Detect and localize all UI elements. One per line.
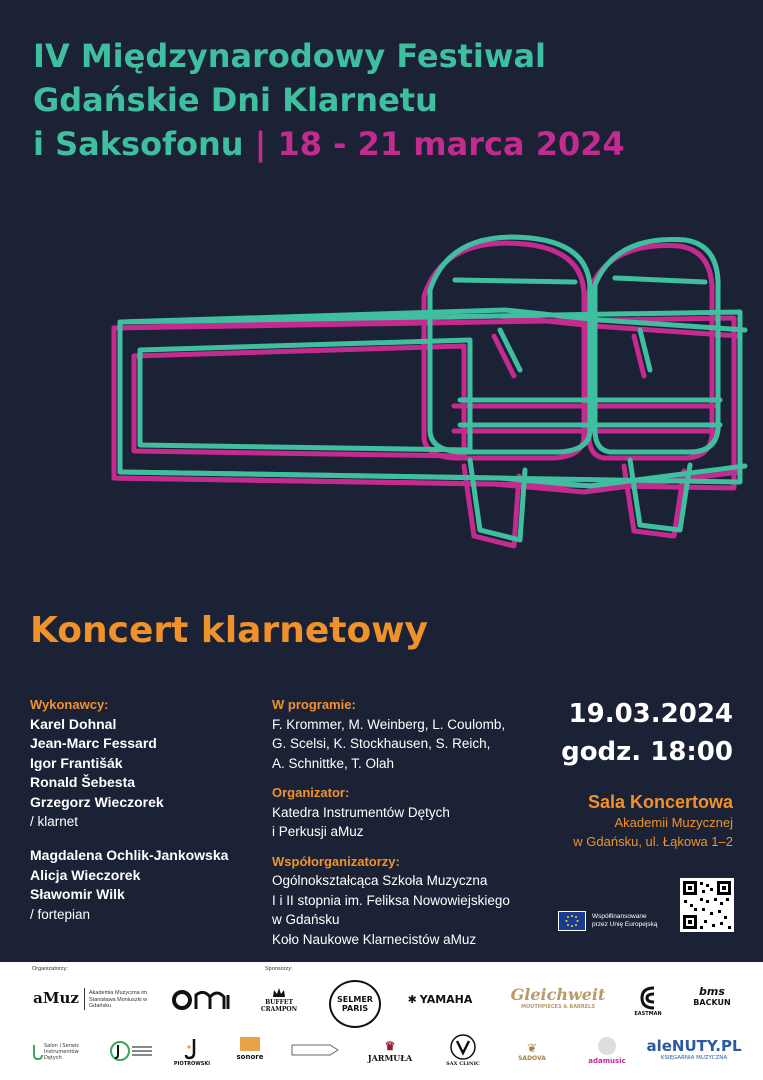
eastman-logo [628,980,668,1022]
clarinet-shop-logo [106,1038,156,1064]
title-line3: i Saksofonu [33,125,244,163]
festival-title [33,34,733,166]
details-column [272,695,542,949]
alenuty-logo [646,1034,742,1064]
performer-name: Grzegorz Wieczorek [30,793,164,810]
performer-name: Igor Františák [30,754,123,771]
venue-line: w Gdańsku, ul. Łąkowa 1–2 [573,833,733,849]
organizers-label: Organizatorzy: [32,966,68,972]
performers-label: Wykonawcy: [30,697,109,712]
coorganizer-line: Ogólnokształcąca Szkoła Muzyczna [272,873,488,888]
venue-name: Sala Koncertowa [587,792,733,812]
adamusic-text: adamusic [588,1057,626,1065]
sadova-logo [512,1032,552,1070]
amuz-description: Akademia Muzyczna im. Stanisława Moniuszki w Gdańsku [89,990,149,1009]
gleichweit-logo [508,980,608,1014]
venue-line: Akademii Muzycznej [614,814,733,830]
gleichweit-text: Gleichweit [510,984,606,1004]
eu-flag-icon [558,911,586,931]
concert-title: Koncert klarnetowy [30,610,428,651]
event-date: 19.03.2024 [568,699,733,729]
alenuty-text: aleNUTY.PL [646,1037,742,1055]
yamaha-text: YAMAHA [419,992,473,1006]
jarmula-text: JARMUŁA [367,1053,413,1063]
adamusic-logo [582,1032,632,1068]
performer-name: Karel Dohnal [30,715,117,732]
performer-name: Magdalena Ochlik-Jankowska [30,846,229,863]
sponsors-label: Sponsorzy: [265,966,293,972]
clarinet-role: / klarnet [30,814,79,830]
qr-code[interactable] [680,878,734,932]
sadova-text: SADOVA [518,1054,546,1062]
coorganizers-label: Współorganizatorzy: [272,853,400,869]
program-line: F. Krommer, M. Weinberg, L. Coulomb, [272,716,506,732]
sonore-text: sonore [236,1053,264,1061]
title-line2: Gdańskie Dni Klarnetu [33,81,438,119]
event-time: godz. 18:00 [561,737,733,767]
organizer-line: i Perkusji aMuz [272,824,364,839]
event-column [503,695,733,851]
eu-funding-text: Współfinansowane przez Unię Europejską [592,913,658,928]
performer-name: Sławomir Wilk [30,886,125,903]
title-line1: IV Międzynarodowy Festiwal [33,37,547,75]
gleichweit-subtitle: MOUTHPIECES & BARRELS [521,1003,595,1010]
sax-clinic-logo [438,1028,488,1072]
coorganizer-line: Koło Naukowe Klarnecistów aMuz [272,931,477,947]
organizer-label: Organizator: [272,785,350,800]
selmer-logo: SELMER PARIS [329,980,381,1028]
performer-name: Alicja Wieczorek [30,866,141,883]
backun-mark-icon: bms [699,985,725,998]
organizer-line: Katedra Instrumentów Dętych [272,804,450,820]
piano-role: / fortepian [30,906,91,922]
backun-logo [690,982,734,1010]
performer-name: Jean-Marc Fessard [30,735,157,752]
sonore-logo [232,1034,268,1064]
jarmula-crest-icon: ♛ [384,1039,396,1053]
festival-dates: 18 - 21 marca 2024 [277,125,625,163]
amuz-logo: aMuz [33,989,79,1007]
sponsors-footer [0,962,763,1080]
program-line: A. Schnittke, T. Olah [272,755,395,771]
salon-serwis-logo [30,1034,90,1070]
eastman-text: EASTMAN [634,1011,662,1017]
clarinet-ligature-illustration [0,220,763,580]
sax-clinic-text: SAX CLINIC [446,1061,480,1067]
coorganizer-line: w Gdańsku [272,912,340,927]
sonore-mark-icon [240,1037,260,1051]
piotrowski-logo [172,1032,212,1072]
program-line: G. Scelsi, K. Stockhausen, S. Reich, [272,736,491,751]
performer-name: Ronald Šebesta [30,774,136,791]
performers-column [30,695,260,924]
yamaha-logo [405,990,475,1008]
instrument-outline-logo [290,1040,340,1060]
eu-funding-badge [558,911,658,931]
backun-text: BACKUN [693,998,731,1007]
coorganizer-line: I i II stopnia im. Feliksa Nowowiejskiego [272,892,510,908]
jarmula-logo [366,1036,414,1066]
piotrowski-text: PIOTROWSKI [173,1061,211,1067]
buffet-crampon-text: BUFFET CRAMPON [260,999,298,1013]
buffet-crampon-logo [255,982,303,1018]
sadova-icon: ❦ [526,1040,538,1055]
osm-logo [172,988,234,1012]
alenuty-subtitle: KSIĘGARNIA MUZYCZNA [660,1055,728,1061]
program-label: W programie: [272,697,356,712]
salon-serwis-text: Salon i Serwis Instrumentów Dętych [44,1043,79,1061]
title-separator: | [243,125,278,163]
yamaha-icon: ✱ [407,992,417,1006]
